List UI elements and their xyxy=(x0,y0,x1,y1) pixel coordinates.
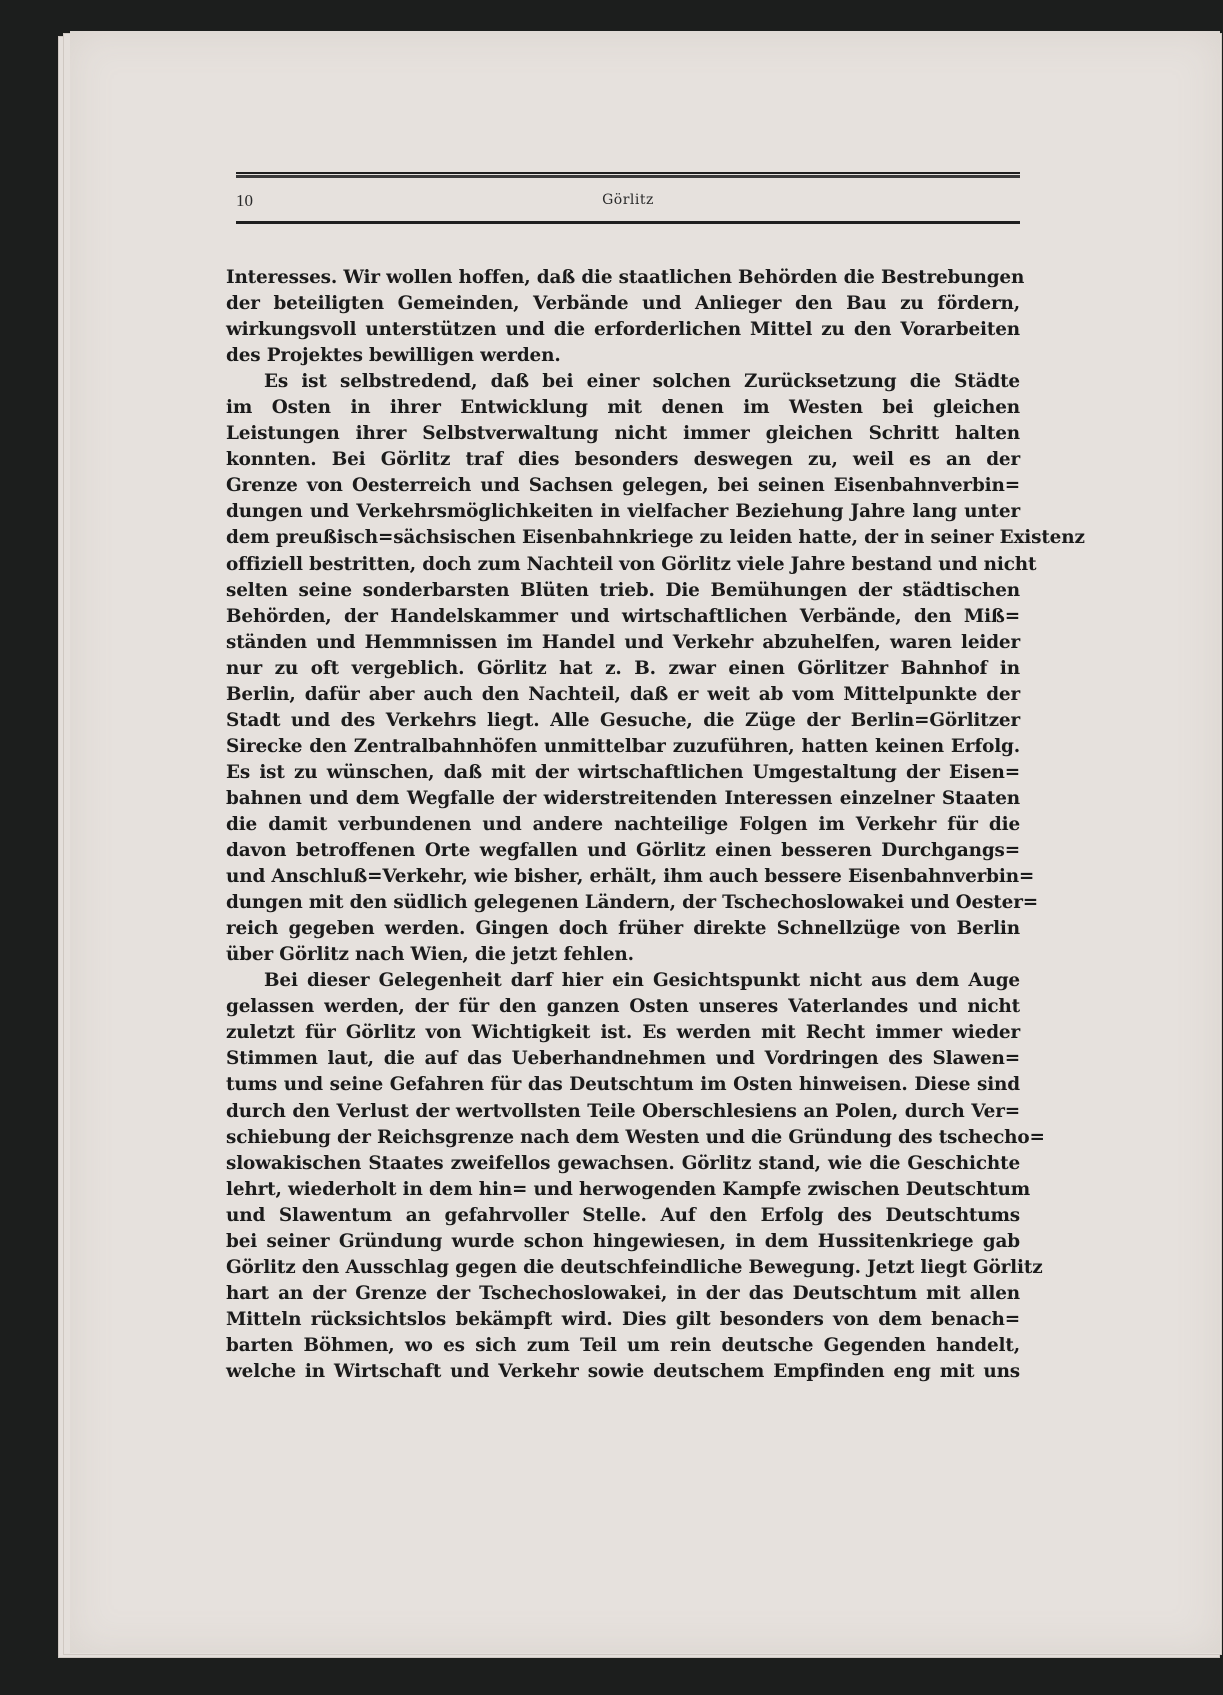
text-line: der beteiligten Gemeinden, Verbände und Anlieger den Bau zu fördern, xyxy=(226,293,1020,315)
text-line: Berlin, dafür aber auch den Nachteil, daß er weit ab vom Mittelpunkte der xyxy=(226,683,1020,705)
text-line: Mitteln rücksichtslos bekämpft wird. Dies gilt besonders von dem benach= xyxy=(226,1308,1020,1330)
text-line: reich gegeben werden. Gingen doch früher direkte Schnellzüge von Berlin xyxy=(226,918,1020,940)
text-line: Grenze von Oesterreich und Sachsen gelegen, bei seinen Eisenbahnverbin= xyxy=(226,475,1020,497)
text-line: selten seine sonderbarsten Blüten trieb. Die Bemühungen der städtischen xyxy=(226,579,1020,601)
text-line: Stadt und des Verkehrs liegt. Alle Gesuche, die Züge der Berlin=Görlitzer xyxy=(226,709,1020,731)
text-line: wirkungsvoll unterstützen und die erforderlichen Mittel zu den Vorarbeiten xyxy=(226,319,1020,341)
text-line: Bei dieser Gelegenheit darf hier ein Gesichtspunkt nicht aus dem Auge xyxy=(264,970,1020,992)
text-line: Behörden, der Handelskammer und wirtschaftlichen Verbände, den Miß= xyxy=(226,605,1020,627)
header-top-rule xyxy=(236,172,1020,175)
text-line: nur zu oft vergeblich. Görlitz hat z. B. zwar einen Görlitzer Bahnhof in xyxy=(226,657,1020,679)
running-title: Görlitz xyxy=(602,192,654,208)
text-line: zuletzt für Görlitz von Wichtigkeit ist. Es werden mit Recht immer wieder xyxy=(226,1022,1020,1044)
running-header xyxy=(236,172,1020,224)
header-bottom-rule xyxy=(236,221,1020,224)
text-line: Es ist selbstredend, daß bei einer solchen Zurücksetzung die Städte xyxy=(264,371,1020,393)
text-line: davon betroffenen Orte wegfallen und Görlitz einen besseren Durchgangs= xyxy=(226,840,1020,862)
text-line: und Anschluß=Verkehr, wie bisher, erhält, ihm auch bessere Eisenbahnverbin= xyxy=(226,866,1035,888)
page-number: 10 xyxy=(236,191,253,210)
text-line: und Slawentum an gefahrvoller Stelle. Auf den Erfolg des Deutschtums xyxy=(226,1204,1020,1226)
text-line: im Osten in ihrer Entwicklung mit denen im Westen bei gleichen xyxy=(226,397,1020,419)
text-line: Stimmen laut, die auf das Ueberhandnehmen und Vordringen des Slawen= xyxy=(226,1048,1020,1070)
text-line: konnten. Bei Görlitz traf dies besonders deswegen zu, weil es an der xyxy=(226,449,1020,471)
text-line: durch den Verlust der wertvollsten Teile Oberschlesiens an Polen, durch Ver= xyxy=(226,1100,1020,1122)
text-line: dungen mit den südlich gelegenen Ländern, der Tschechoslowakei und Oester= xyxy=(226,892,1038,914)
text-line: bahnen und dem Wegfalle der widerstreitenden Interessen einzelner Staaten xyxy=(226,787,1020,809)
text-line: barten Böhmen, wo es sich zum Teil um rein deutsche Gegenden handelt, xyxy=(226,1334,1020,1356)
text-line: bei seiner Gründung wurde schon hingewiesen, in dem Hussitenkriege gab xyxy=(226,1230,1020,1252)
text-line: Görlitz den Ausschlag gegen die deutschfeindliche Bewegung. Jetzt liegt Görlitz xyxy=(226,1256,1043,1278)
text-line: Sirecke den Zentralbahnhöfen unmittelbar zuzuführen, hatten keinen Erfolg. xyxy=(226,735,1020,757)
text-line: offiziell bestritten, doch zum Nachteil von Görlitz viele Jahre bestand und nicht xyxy=(226,553,1037,575)
text-line: dungen und Verkehrsmöglichkeiten in vielfacher Beziehung Jahre lang unter xyxy=(226,501,1020,523)
paragraph xyxy=(226,968,1045,1385)
paragraph xyxy=(226,265,1025,369)
text-line: dem preußisch=sächsischen Eisenbahnkriege zu leiden hatte, der in seiner Existenz xyxy=(226,527,1085,549)
body-text xyxy=(226,265,1085,1385)
text-line: tums und seine Gefahren für das Deutschtum im Osten hinweisen. Diese sind xyxy=(226,1074,1020,1096)
text-line: Leistungen ihrer Selbstverwaltung nicht immer gleichen Schritt halten xyxy=(226,423,1020,445)
text-line: lehrt, wiederholt in dem hin= und herwogenden Kampfe zwischen Deutschtum xyxy=(226,1178,1031,1200)
text-line: welche in Wirtschaft und Verkehr sowie deutschem Empfinden eng mit uns xyxy=(226,1360,1020,1382)
text-line: gelassen werden, der für den ganzen Osten unseres Vaterlandes und nicht xyxy=(226,996,1020,1018)
running-head xyxy=(236,183,1020,221)
text-line: über Görlitz nach Wien, die jetzt fehlen. xyxy=(226,944,634,966)
text-line: die damit verbundenen und andere nachteilige Folgen im Verkehr für die xyxy=(226,813,1020,835)
paragraph xyxy=(226,369,1085,968)
text-line: hart an der Grenze der Tschechoslowakei, in der das Deutschtum mit allen xyxy=(226,1282,1020,1304)
text-line: ständen und Hemmnissen im Handel und Verkehr abzuhelfen, waren leider xyxy=(226,631,1020,653)
text-line: Es ist zu wünschen, daß mit der wirtschaftlichen Umgestaltung der Eisen= xyxy=(226,761,1020,783)
text-line: schiebung der Reichsgrenze nach dem Westen und die Gründung des tschecho= xyxy=(226,1126,1045,1148)
text-line: Interesses. Wir wollen hoffen, daß die staatlichen Behörden die Bestrebungen xyxy=(226,267,1025,288)
text-line: des Projektes bewilligen werden. xyxy=(226,345,561,367)
text-line: slowakischen Staates zweifellos gewachsen. Görlitz stand, wie die Geschichte xyxy=(226,1152,1020,1174)
